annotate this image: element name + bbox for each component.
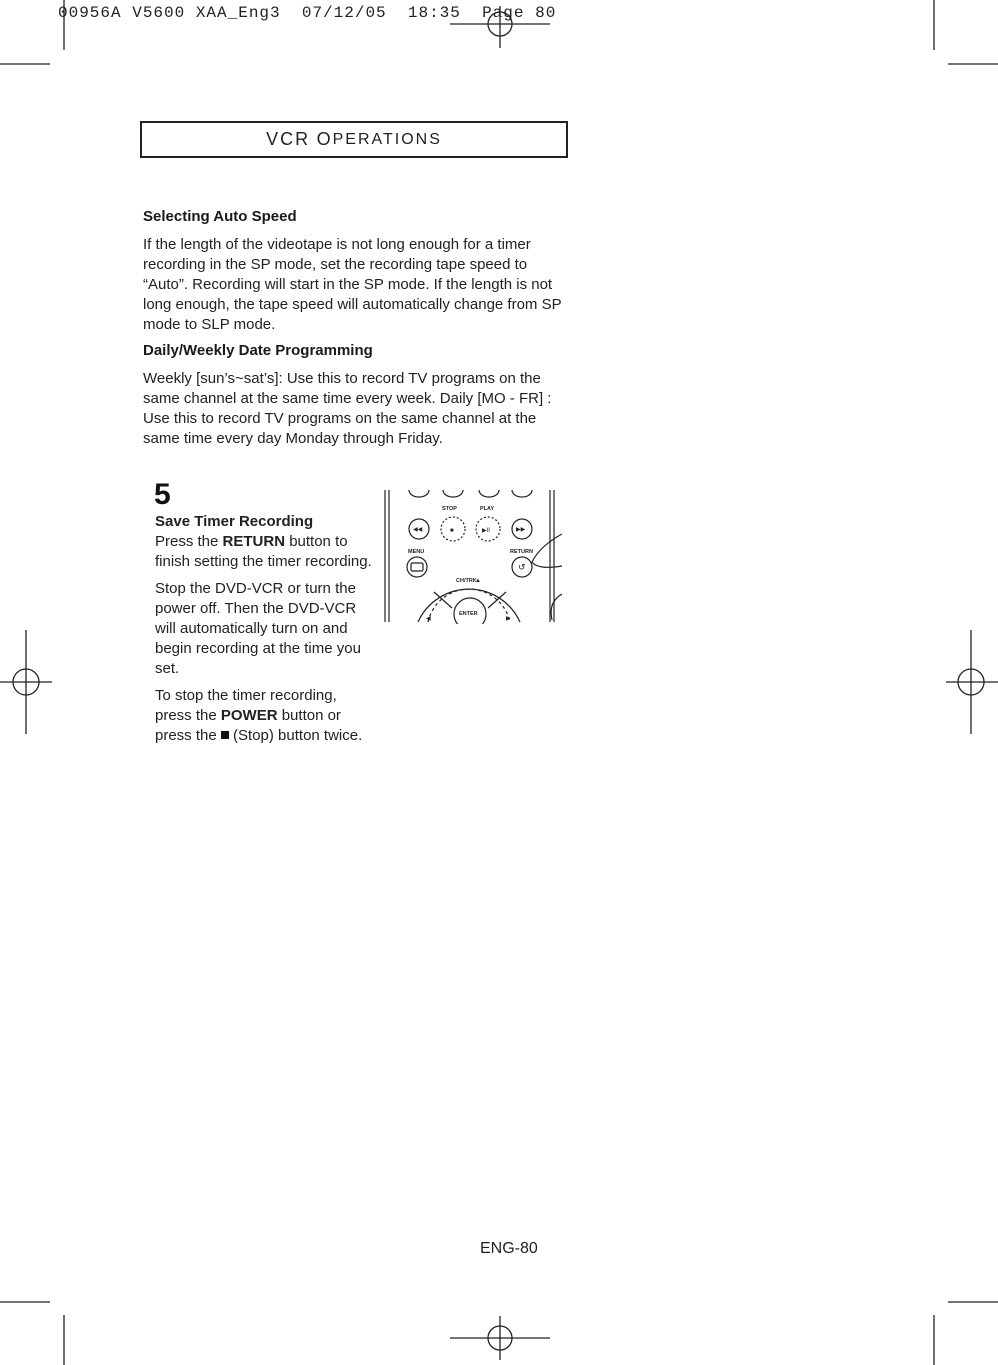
remote-ch-trk-label: CH/TRK (456, 578, 477, 584)
channel-up-icon: ▲ (475, 578, 481, 584)
auto-speed-heading: Selecting Auto Speed (143, 208, 297, 225)
step-paragraph-1 (155, 532, 373, 572)
section-title-word1: VCR (266, 129, 311, 149)
remote-illustration (382, 484, 562, 624)
daily-weekly-section (143, 341, 571, 449)
step-title: Save Timer Recording (155, 513, 314, 530)
power-button-label: POWER (220, 707, 278, 724)
step-paragraph-3 (155, 686, 373, 746)
step-p1-before: Press the (155, 533, 223, 550)
section-title-word2-initial: O (316, 129, 333, 149)
print-date: 07/12/05 (301, 4, 387, 22)
play-pause-icon: ▶II (482, 528, 490, 534)
section-title-word2-rest: PERATIONS (332, 130, 442, 148)
section-title (140, 121, 568, 158)
stop-button-icon: ■ (450, 528, 454, 534)
remote-play-label: PLAY (480, 506, 495, 512)
step-instructions (155, 512, 373, 753)
rewind-icon: ◀◀ (413, 527, 423, 533)
daily-weekly-heading: Daily/Weekly Date Programming (143, 342, 373, 359)
registration-mark-bottom (450, 1316, 550, 1360)
remote-menu-label: MENU (408, 549, 425, 555)
print-time: 18:35 (407, 4, 461, 22)
stop-icon (221, 731, 229, 739)
step-paragraph-2: Stop the DVD-VCR or turn the power off. Then the DVD-VCR will automatically turn on and begin recording at the time you set. (155, 580, 361, 677)
remote-stop-label: STOP (442, 506, 457, 512)
auto-speed-section (143, 207, 571, 335)
return-icon: ↺ (518, 562, 526, 572)
registration-mark-right (946, 630, 998, 734)
daily-weekly-body: Weekly [sun’s~sat’s]: Use this to record TV programs on the same channel at the same time every week. Daily [MO - FR] : Use this to record TV programs on the same channel at the same time every day Monday through Friday. (143, 370, 552, 447)
registration-mark-top (450, 6, 550, 48)
remote-enter-label: ENTER (459, 611, 478, 617)
step-number: 5 (154, 478, 171, 511)
auto-speed-body: If the length of the videotape is not long enough for a timer recording in the SP mode, set the recording tape speed to “Auto”. Recording will start in the SP mode. If the length is not long enough, the tape speed will automatically change from SP mode to SLP mode. (143, 236, 562, 333)
page-number: ENG-80 (480, 1240, 538, 1257)
print-page-label: Page 80 (482, 4, 557, 22)
registration-mark-left (0, 630, 52, 734)
step-p3-middle: button or press the (155, 707, 341, 744)
fast-forward-icon: ▶▶ (516, 527, 526, 533)
print-file: 00956A V5600 XAA_Eng3 (58, 4, 281, 22)
nav-right-icon: ▶ (506, 616, 511, 622)
nav-left-icon: ◀ (426, 616, 431, 622)
step-p3-before: To stop the timer recording, press the (155, 687, 337, 724)
step-p1-after: button to finish setting the timer recording. (155, 533, 372, 570)
remote-return-label: RETURN (510, 549, 533, 555)
step-p3-after: (Stop) button twice. (228, 727, 363, 744)
return-button-label: RETURN (222, 533, 286, 550)
